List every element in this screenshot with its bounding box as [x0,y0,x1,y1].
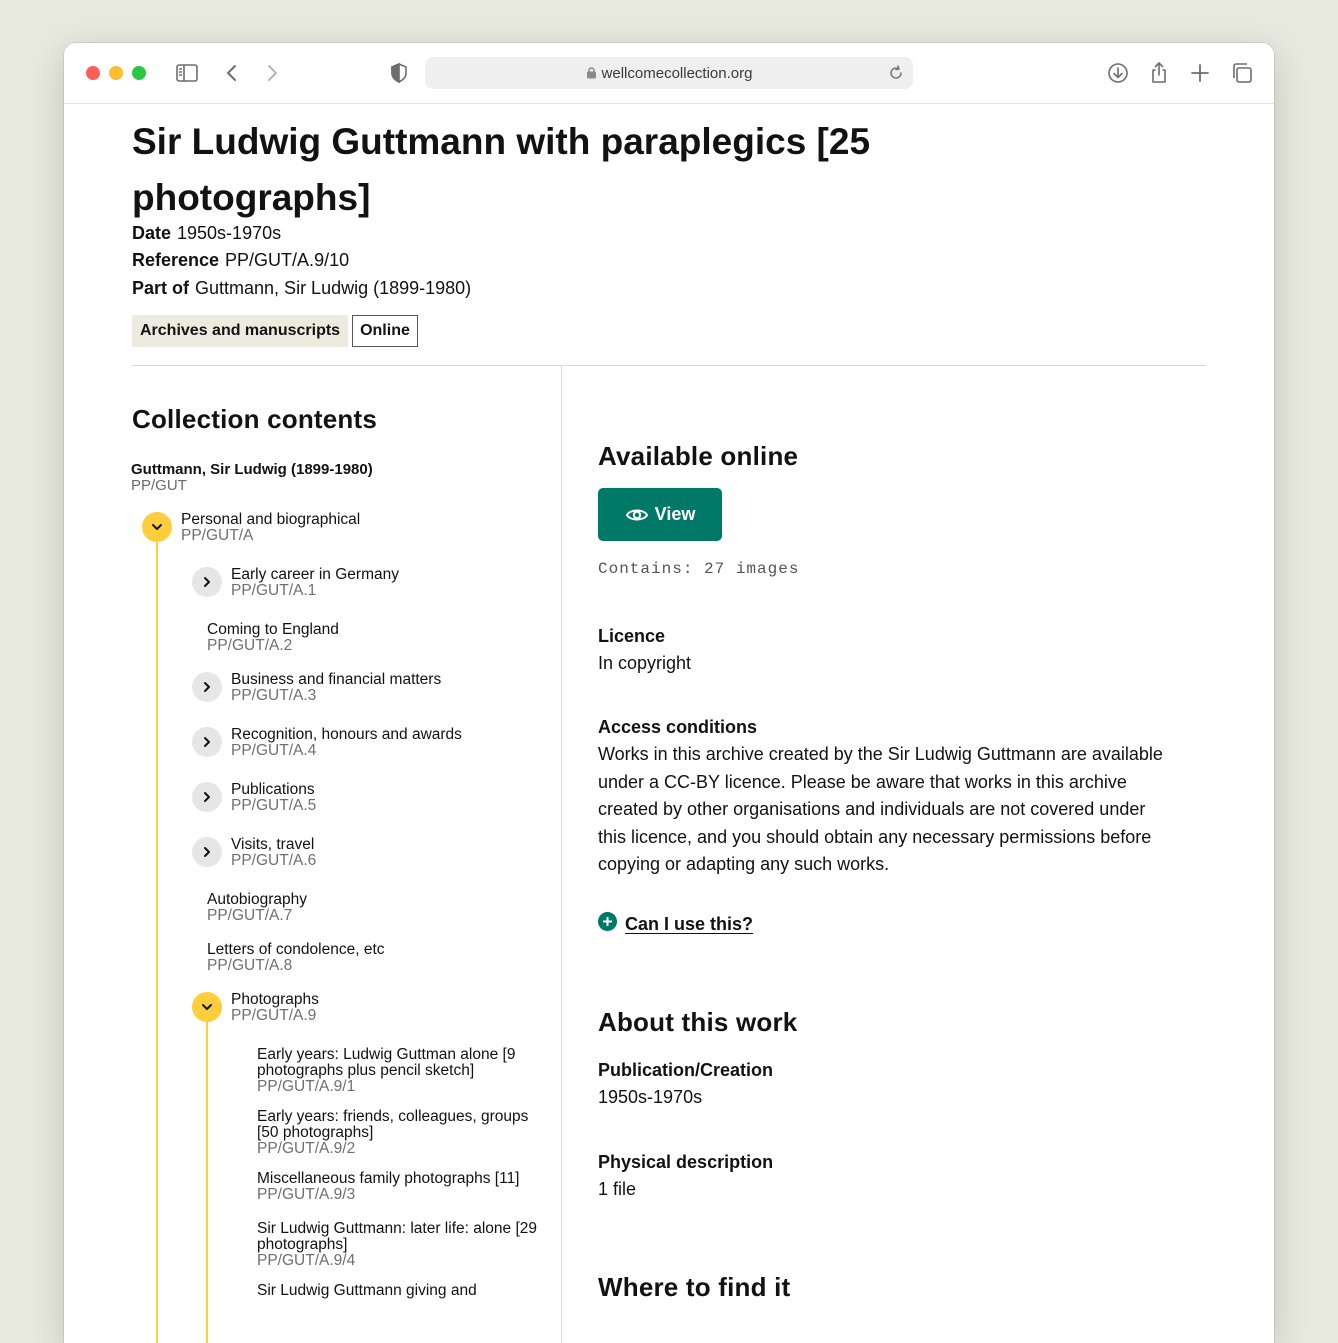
tree-item-title[interactable]: Recognition, honours and awards [231,726,462,743]
chevron-right-icon [199,679,215,695]
expand-toggle[interactable] [192,567,222,597]
page-title: Sir Ludwig Guttmann with paraplegics [25 photographs] [132,121,871,218]
browser-window [64,43,1274,1343]
tree-item-title[interactable]: Letters of condolence, etc [207,941,385,958]
tree-item-title[interactable]: Early years: friends, colleagues, groups [50 photographs] [257,1108,529,1141]
can-i-use-this-label[interactable]: Can I use this? [625,914,754,934]
publication-value: 1950s-1970s [598,1087,703,1107]
tree-item-ref: PP/GUT/A.9 [231,1007,317,1024]
meta-label: Reference [132,250,220,270]
expand-toggle[interactable] [192,672,222,702]
tree-item-ref: PP/GUT/A.7 [207,907,293,924]
new-tab-icon[interactable] [1187,60,1213,86]
physical-description-label: Physical description [598,1152,774,1172]
licence-value: In copyright [598,653,692,673]
tree-item-title[interactable]: Personal and biographical [181,511,361,528]
url-text: wellcomecollection.org [601,65,753,82]
collection-heading: Collection contents [132,404,378,434]
close-window-button[interactable] [86,66,100,80]
expand-toggle[interactable] [192,782,222,812]
forward-icon[interactable] [259,60,285,86]
tree-item[interactable] [257,1109,547,1157]
tree-item[interactable] [231,567,581,599]
tree-item-title[interactable]: Publications [231,781,315,798]
download-icon[interactable] [1105,60,1131,86]
tree-item-title[interactable]: Autobiography [207,891,307,908]
tree-item[interactable] [181,512,531,544]
meta-value: Guttmann, Sir Ludwig (1899-1980) [195,278,472,298]
tree-item-ref: PP/GUT/A.8 [207,957,293,974]
tree-item-title[interactable]: Sir Ludwig Guttmann: later life: alone [29 photographs] [257,1220,538,1253]
access-conditions-label: Access conditions [598,717,758,737]
tree-item-title[interactable]: Early career in Germany [231,566,399,583]
tree-item[interactable] [231,992,581,1024]
tree-root-ref: PP/GUT [131,477,187,494]
meta-value: PP/GUT/A.9/10 [225,250,350,270]
browser-toolbar [64,43,1274,104]
meta-label: Part of [132,278,190,298]
meta-date [132,222,281,244]
tree-item[interactable] [257,1283,547,1299]
tree-item-ref: PP/GUT/A.5 [231,797,317,814]
meta-reference [132,249,349,271]
tree-item-ref: PP/GUT/A.2 [207,637,293,654]
tree-item-ref: PP/GUT/A.9/4 [257,1252,356,1269]
page-content [64,104,1274,1343]
tree-line-level2 [206,1022,208,1343]
can-i-use-this-link[interactable] [598,914,753,935]
collapse-toggle[interactable] [142,512,172,542]
tree-item-ref: PP/GUT/A.3 [231,687,317,704]
chevron-right-icon [199,734,215,750]
eye-icon [625,503,649,527]
meta-label: Date [132,223,172,243]
tree-item-ref: PP/GUT/A.1 [231,582,317,599]
tag-archives: Archives and manuscripts [132,315,348,347]
plus-circle-icon [598,912,617,931]
tree-item-ref: PP/GUT/A.4 [231,742,317,759]
reload-icon[interactable] [887,64,905,82]
available-online-heading: Available online [598,441,799,471]
tree-item-ref: PP/GUT/A.9/2 [257,1140,356,1157]
tree-item-ref: PP/GUT/A [181,527,254,544]
tree-item[interactable] [207,892,557,924]
tree-item[interactable] [231,782,581,814]
view-button-label: View [654,504,696,524]
expand-toggle[interactable] [192,837,222,867]
shield-icon[interactable] [386,60,412,86]
tree-root-title[interactable]: Guttmann, Sir Ludwig (1899-1980) [131,461,373,478]
meta-part-of [132,277,471,299]
view-button[interactable] [598,488,722,541]
tree-item-title[interactable]: Early years: Ludwig Guttman alone [9 photographs plus pencil sketch] [257,1046,516,1079]
tree-line-level1 [156,542,158,1343]
tree-item-title[interactable]: Business and financial matters [231,671,442,688]
tree-item-ref: PP/GUT/A.9/1 [257,1078,356,1095]
minimize-window-button[interactable] [109,66,123,80]
tree-item-title[interactable]: Coming to England [207,621,339,638]
access-conditions-text: Works in this archive created by the Sir Ludwig Guttmann are available under a CC-BY licence. Please be aware that works in this archive created by other organisations and individuals are not covered under this licence, and you should obtain any necessary permissions before copying or adapting any such works. [598,744,1163,874]
chevron-right-icon [199,789,215,805]
tree-item[interactable] [231,727,581,759]
tree-root[interactable] [131,461,373,494]
address-bar[interactable] [425,57,913,89]
tree-item[interactable] [231,837,581,869]
tree-item-title[interactable]: Sir Ludwig Guttmann giving and [257,1282,477,1299]
divider [132,365,1206,366]
tag-online: Online [352,315,418,347]
format-tags [132,315,418,347]
back-icon[interactable] [219,60,245,86]
tree-item-title[interactable]: Miscellaneous family photographs [11] [257,1170,520,1187]
chevron-right-icon [199,844,215,860]
licence-label: Licence [598,626,666,646]
tree-item-title[interactable]: Visits, travel [231,836,315,853]
contains-count: Contains: 27 images [598,560,800,578]
expand-toggle[interactable] [192,727,222,757]
tree-item[interactable] [231,672,581,704]
tree-item[interactable] [257,1047,547,1095]
chevron-down-icon [149,519,165,535]
lock-icon [586,66,597,83]
tree-item[interactable] [257,1171,547,1203]
tree-item-ref: PP/GUT/A.9/3 [257,1186,356,1203]
physical-description-value: 1 file [598,1179,637,1199]
tabs-icon[interactable] [1229,60,1255,86]
share-icon[interactable] [1146,60,1172,86]
tree-item[interactable] [207,942,557,974]
tree-item-ref: PP/GUT/A.6 [231,852,317,869]
meta-value: 1950s-1970s [177,223,282,243]
tree-item[interactable] [207,622,557,654]
sidebar-icon[interactable] [174,60,200,86]
tree-item-title[interactable]: Photographs [231,991,319,1008]
where-to-find-heading: Where to find it [598,1272,791,1302]
zoom-window-button[interactable] [132,66,146,80]
about-heading: About this work [598,1007,798,1037]
chevron-down-icon [199,999,215,1015]
publication-label: Publication/Creation [598,1060,774,1080]
tree-item[interactable] [257,1221,547,1269]
chevron-right-icon [199,574,215,590]
collapse-toggle[interactable] [192,992,222,1022]
